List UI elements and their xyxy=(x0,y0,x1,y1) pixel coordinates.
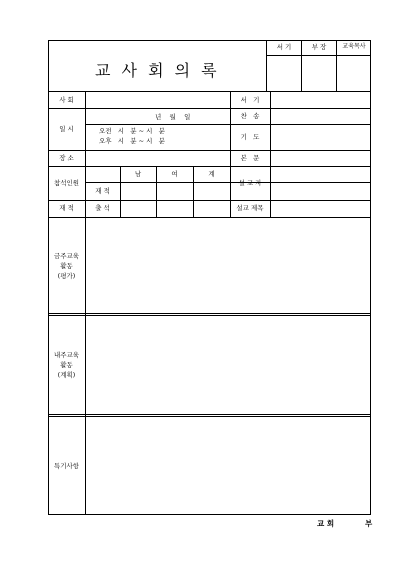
label-col-line xyxy=(85,91,86,218)
frame-right xyxy=(370,40,371,515)
next-week-label xyxy=(48,350,85,380)
page-title: 교 사 회 의 록 xyxy=(95,61,220,80)
footer-church: 교 회 xyxy=(317,519,335,528)
row-line-att-1 xyxy=(85,182,230,183)
section-sep-2a xyxy=(48,414,371,415)
right-label-col-line xyxy=(270,91,271,218)
this-week-line-2: 활동 xyxy=(60,262,73,270)
total-header: 계 xyxy=(208,170,215,178)
row-line-2 xyxy=(48,150,371,151)
am-line: 오전 시 분 ~ 시 분 xyxy=(99,127,165,135)
present-label: 출 석 xyxy=(95,204,110,212)
pm-line: 오후 시 분 ~ 시 분 xyxy=(99,137,165,145)
next-week-line-3: (계획) xyxy=(57,371,76,379)
row-line-3 xyxy=(48,166,371,167)
presider-label: 사 회 xyxy=(59,96,74,104)
section-sep-1a xyxy=(48,313,371,314)
row-line-4 xyxy=(48,200,371,201)
preacher-label: 설 교 자 xyxy=(238,179,262,187)
scripture-label: 본 문 xyxy=(240,154,260,162)
date-line: 년 월 일 xyxy=(155,113,191,121)
enrolled-sub-label: 재 적 xyxy=(95,187,110,195)
row-line-5 xyxy=(48,217,371,218)
frame-top xyxy=(48,40,371,41)
enrolled-label: 재 적 xyxy=(59,204,74,212)
header-bottom-line xyxy=(48,91,371,92)
section-label-col-line xyxy=(85,217,86,515)
frame-bottom xyxy=(48,514,371,515)
place-label: 장 소 xyxy=(59,154,74,162)
notes-label xyxy=(48,461,85,471)
row-line-date-1 xyxy=(85,124,230,125)
notes-line-1: 특기사항 xyxy=(53,462,80,470)
section-sep-2b xyxy=(48,416,371,417)
section-sep-1b xyxy=(48,315,371,316)
this-week-line-3: (평가) xyxy=(57,272,76,280)
this-week-line-1: 금주교육 xyxy=(53,252,80,260)
row-line-1 xyxy=(48,108,371,109)
secretary-label: 서 기 xyxy=(240,96,260,104)
male-header: 남 xyxy=(134,170,142,178)
approval-secretary-label: 서 기 xyxy=(276,43,292,51)
next-week-line-2: 활동 xyxy=(60,361,73,369)
approval-chief-label: 부 장 xyxy=(311,43,327,51)
date-label: 일 시 xyxy=(59,125,74,133)
prayer-label: 기 도 xyxy=(240,133,260,141)
next-week-line-1: 내주교육 xyxy=(53,351,80,359)
this-week-label xyxy=(48,251,85,281)
approval-header-line xyxy=(266,55,371,56)
row-line-right-1 xyxy=(230,124,371,125)
female-header: 여 xyxy=(171,170,178,178)
attendance-label: 참석인원 xyxy=(53,179,80,187)
sermon-title-label: 설교 제목 xyxy=(236,204,264,212)
hymn-label: 찬 송 xyxy=(240,112,260,120)
approval-pastor-label: 교육목사 xyxy=(342,43,366,50)
footer-dept: 부 xyxy=(365,519,373,528)
